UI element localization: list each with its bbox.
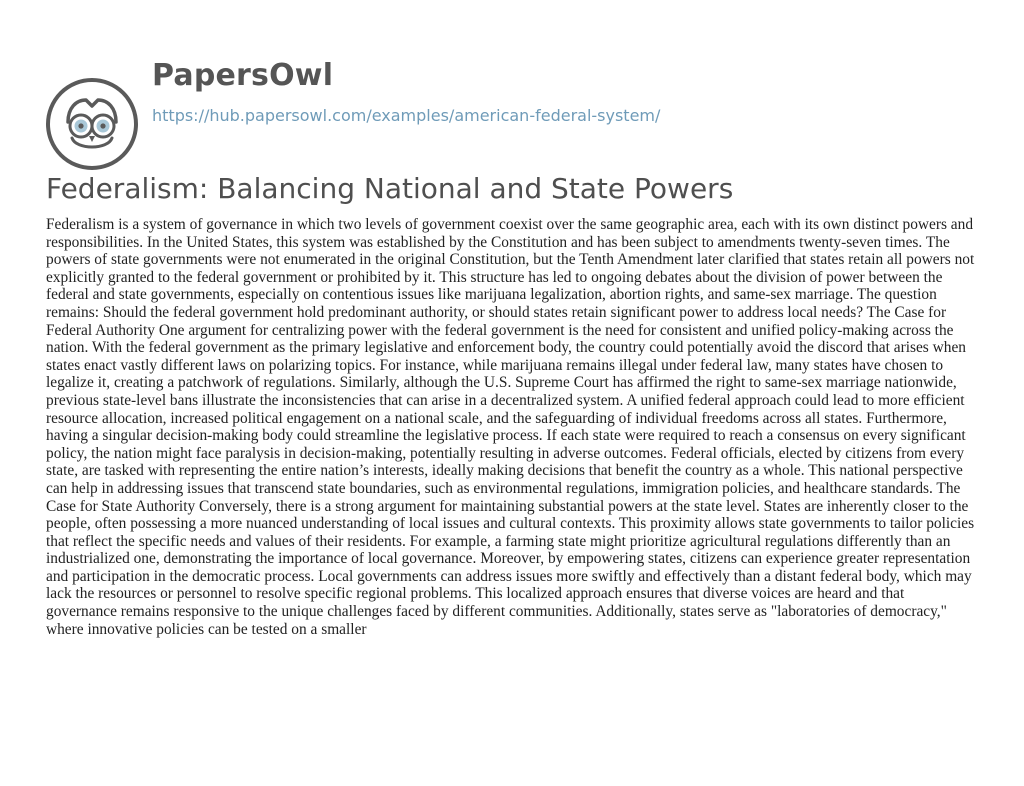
owl-logo-icon xyxy=(46,78,138,170)
source-url-link[interactable]: https://hub.papersowl.com/examples/american-federal-system/ xyxy=(152,106,661,125)
document-body: Federalism is a system of governance in which two levels of government coexist over the same geographic area, each with its own distinct powers and responsibilities. In the United States, this system was established by the Constitution and has been subject to amendments twenty-seven times. The powers of state governments were not enumerated in the original Constitution, but the Tenth Amendment later clarified that states retain all powers not explicitly granted to the federal government or prohibited by it. This structure has led to ongoing debates about the division of power between the federal and state governments, especially on contentious issues like marijuana legalization, abortion rights, and same-sex marriage. The question remains: Should the federal government hold predominant authority, or should states retain significant power to address local needs? The Case for Federal Authority One argument for centralizing power with the federal government is the need for consistent and unified policy-making across the nation. With the federal government as the primary legislative and enforcement body, the country could potentially avoid the discord that arises when states enact vastly different laws on polarizing topics. For instance, while marijuana remains illegal under federal law, many states have chosen to legalize it, creating a patchwork of regulations. Similarly, although the U.S. Supreme Court has affirmed the right to same-sex marriage nationwide, previous state-level bans illustrate the inconsistencies that can arise in a decentralized system. A unified federal approach could lead to more efficient resource allocation, increased political engagement on a national scale, and the safeguarding of individual freedoms across all states. Furthermore, having a singular decision-making body could streamline the legislative process. If each state were required to reach a consensus on every significant policy, the nation might face paralysis in decision-making, potentially resulting in adverse outcomes. Federal officials, elected by citizens from every state, are tasked with representing the entire nation’s interests, ideally making decisions that benefit the country as a whole. This national perspective can help in addressing issues that transcend state boundaries, such as environmental regulations, immigration policies, and healthcare standards. The Case for State Authority Conversely, there is a strong argument for maintaining substantial powers at the state level. States are inherently closer to the people, often possessing a more nuanced understanding of local issues and cultural contexts. This proximity allows state governments to tailor policies that reflect the specific needs and values of their residents. For example, a farming state might prioritize agricultural regulations differently than an industrialized one, demonstrating the importance of local governance. Moreover, by empowering states, citizens can experience greater representation and participation in the democratic process. Local governments can address issues more swiftly and effectively than a distant federal body, which may lack the resources or personnel to resolve specific regional problems. This localized approach ensures that diverse voices are heard and that governance remains responsive to the unique challenges faced by different communities. Additionally, states serve as "laboratories of democracy," where innovative policies can be tested on a smaller xyxy=(46,216,975,638)
brand-name: PapersOwl xyxy=(152,58,334,93)
site-header xyxy=(46,60,986,160)
document-title: Federalism: Balancing National and State Powers xyxy=(46,172,734,205)
